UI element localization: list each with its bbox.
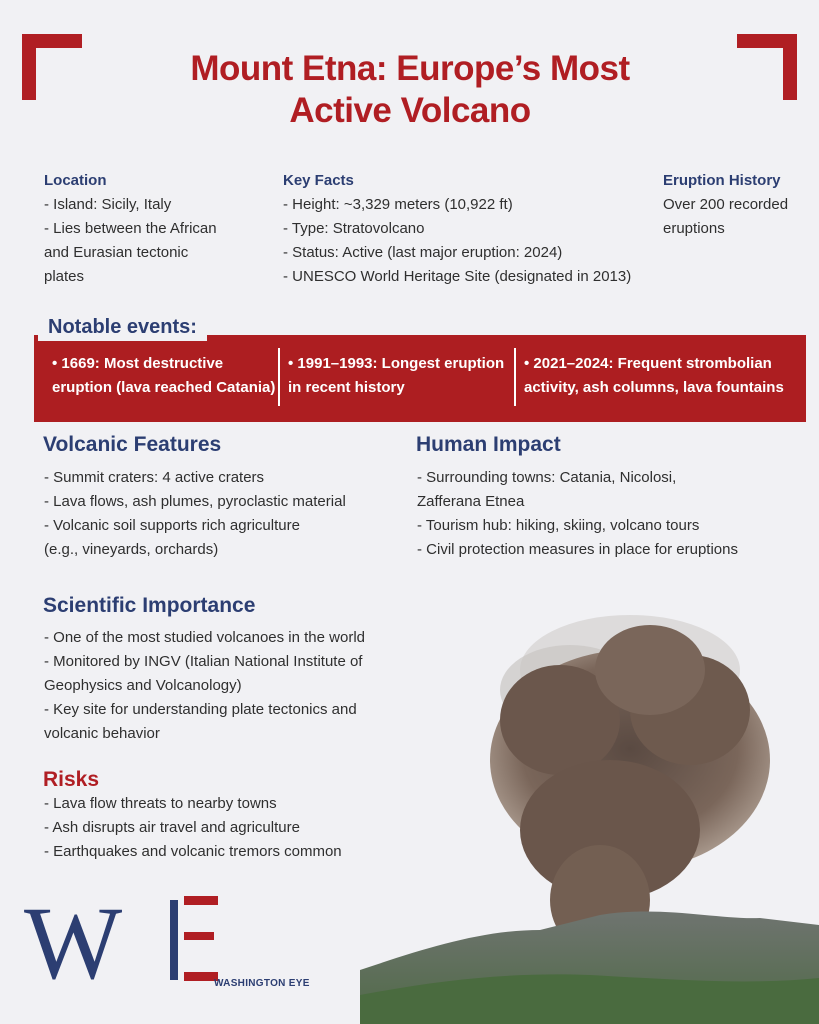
notable-events-label: Notable events: xyxy=(38,314,207,341)
location-line: - Island: Sicily, Italy xyxy=(44,196,172,213)
key-fact-line: - UNESCO World Heritage Site (designated in 2013) xyxy=(283,268,632,285)
key-facts-heading: Key Facts xyxy=(283,172,354,189)
human-impact-body xyxy=(417,466,807,562)
impact-line: - Surrounding towns: Catania, Nicolosi, xyxy=(417,469,677,486)
science-line: - One of the most studied volcanoes in the world xyxy=(44,629,366,646)
impact-line: Zafferana Etnea xyxy=(417,493,525,510)
risk-line: - Ash disrupts air travel and agriculture xyxy=(44,819,300,836)
feature-line: - Summit craters: 4 active craters xyxy=(44,469,265,486)
location-section xyxy=(44,169,254,289)
risk-line: - Earthquakes and volcanic tremors common xyxy=(44,843,342,860)
feature-line: - Lava flows, ash plumes, pyroclastic material xyxy=(44,493,346,510)
scientific-importance-heading: Scientific Importance xyxy=(43,594,256,617)
corner-bracket-top-left xyxy=(22,34,66,100)
key-fact-line: - Status: Active (last major eruption: 2024) xyxy=(283,244,563,261)
key-fact-line: - Height: ~3,329 meters (10,922 ft) xyxy=(283,196,513,213)
event-divider xyxy=(278,348,280,406)
volcano-eruption-image xyxy=(360,600,819,1024)
science-line: Geophysics and Volcanology) xyxy=(44,677,242,694)
impact-line: - Civil protection measures in place for eruptions xyxy=(417,541,738,558)
event-line: • 1991–1993: Longest eruption xyxy=(288,355,505,372)
science-line: volcanic behavior xyxy=(44,725,160,742)
notable-event-1669 xyxy=(52,352,277,400)
event-line: • 1669: Most destructive xyxy=(52,355,224,372)
eruption-history-heading: Eruption History xyxy=(663,172,781,189)
scientific-importance-body xyxy=(44,626,414,746)
event-line: activity, ash columns, lava fountains xyxy=(524,379,784,396)
science-line: - Key site for understanding plate tectonics and xyxy=(44,701,357,718)
feature-line: - Volcanic soil supports rich agriculture xyxy=(44,517,300,534)
event-line: eruption (lava reached Catania) xyxy=(52,379,276,396)
location-line: - Lies between the African xyxy=(44,220,217,237)
risks-heading: Risks xyxy=(43,768,100,791)
notable-event-2021 xyxy=(524,352,804,400)
notable-event-1991 xyxy=(288,352,513,400)
washington-eye-logo xyxy=(24,886,224,996)
volcanic-features-body xyxy=(44,466,404,562)
event-divider xyxy=(514,348,516,406)
feature-line: (e.g., vineyards, orchards) xyxy=(44,541,219,558)
eruption-history-line: Over 200 recorded xyxy=(663,196,789,213)
location-line: and Eurasian tectonic xyxy=(44,244,189,261)
location-line: plates xyxy=(44,268,85,285)
washington-eye-wordmark: WASHINGTON EYE xyxy=(214,978,310,989)
title-line-2: Active Volcano xyxy=(289,91,531,130)
risk-line: - Lava flow threats to nearby towns xyxy=(44,795,277,812)
volcanic-features-heading: Volcanic Features xyxy=(43,433,222,456)
svg-text:W: W xyxy=(24,886,123,996)
eruption-history-section xyxy=(663,169,813,241)
page-title xyxy=(120,48,700,132)
event-line: in recent history xyxy=(288,379,405,396)
key-fact-line: - Type: Stratovolcano xyxy=(283,220,425,237)
risks-body xyxy=(44,792,404,864)
key-facts-section xyxy=(283,169,653,289)
eruption-history-line: eruptions xyxy=(663,220,725,237)
human-impact-heading: Human Impact xyxy=(416,433,561,456)
corner-bracket-top-right xyxy=(753,34,797,100)
title-line-1: Mount Etna: Europe’s Most xyxy=(190,49,630,88)
location-heading: Location xyxy=(44,172,107,189)
impact-line: - Tourism hub: hiking, skiing, volcano tours xyxy=(417,517,700,534)
event-line: • 2021–2024: Frequent strombolian xyxy=(524,355,772,372)
science-line: - Monitored by INGV (Italian National Institute of xyxy=(44,653,363,670)
